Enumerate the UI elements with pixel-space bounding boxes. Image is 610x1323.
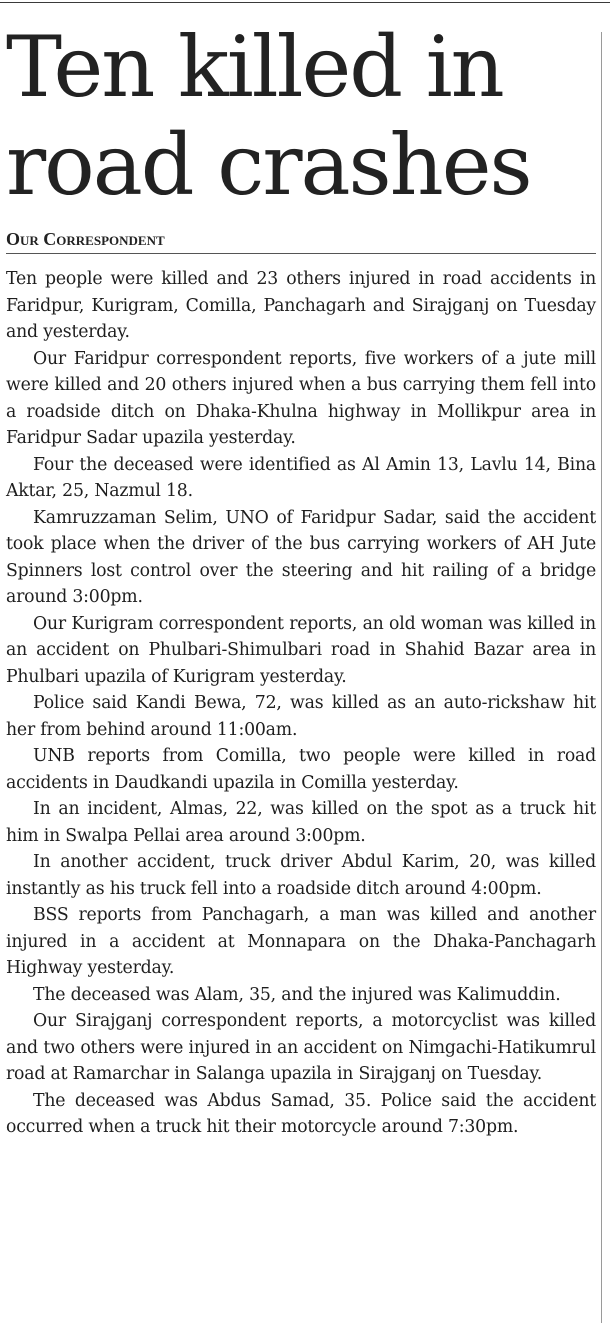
paragraph-comilla-incident-1: In an incident, Almas, 22, was killed on the spot as a truck hit him in Swalpa Pellai area around 3:00pm. [6,799,596,846]
paragraph-comilla-incident-2: In another accident, truck driver Abdul Karim, 20, was killed instantly as his truck fell into a roadside ditch around 4:00pm. [6,852,596,899]
paragraph-panchagarh-victims: The deceased was Alam, 35, and the injured was Kalimuddin. [33,984,561,1005]
paragraph-kurigram: Our Kurigram correspondent reports, an old woman was killed in an accident on Phulbari-Shimulbari road in Shahid Bazar area in Phulbari upazila of Kurigram yesterday. [6,613,596,687]
news-article [6,0,596,1141]
column-rule [601,32,602,1323]
headline: Ten killed in road crashes [6,18,531,214]
paragraph-kurigram-victim: Police said Kandi Bewa, 72, was killed as an auto-rickshaw hit her from behind around 11:00am. [6,693,596,740]
paragraph-intro: Ten people were killed and 23 others injured in road accidents in Faridpur, Kurigram, Comilla, Panchagarh and Sirajganj on Tuesday and yesterday. [6,269,596,342]
byline: Our Correspondent [6,228,596,254]
paragraph-panchagarh: BSS reports from Panchagarh, a man was killed and another injured in a accident at Monnapara on the Dhaka-Panchagarh Highway yesterday. [6,905,596,978]
paragraph-faridpur-victims: Four the deceased were identified as Al Amin 13, Lavlu 14, Bina Aktar, 25, Nazmul 18. [6,454,596,501]
paragraph-sirajganj-victim: The deceased was Abdus Samad, 35. Police said the accident occurred when a truck hit their motorcycle around 7:30pm. [6,1090,596,1137]
paragraph-sirajganj: Our Sirajganj correspondent reports, a motorcyclist was killed and two others were injured in an accident on Nimgachi-Hatikumrul road at Ramarchar in Salanga upazila in Sirajganj on Tuesday. [6,1011,596,1084]
article-body [6,266,596,1141]
paragraph-comilla: UNB reports from Comilla, two people were killed in road accidents in Daudkandi upazila in Comilla yesterday. [6,746,596,793]
paragraph-faridpur: Our Faridpur correspondent reports, five workers of a jute mill were killed and 20 others injured when a bus carrying them fell into a roadside ditch on Dhaka-Khulna highway in Mollikpur area in Faridpur Sadar upazila yesterday. [6,348,596,448]
paragraph-faridpur-uno: Kamruzzaman Selim, UNO of Faridpur Sadar, said the accident took place when the driver of the bus carrying workers of AH Jute Spinners lost control over the steering and hit railing of a bridge around 3:00pm. [6,507,596,607]
